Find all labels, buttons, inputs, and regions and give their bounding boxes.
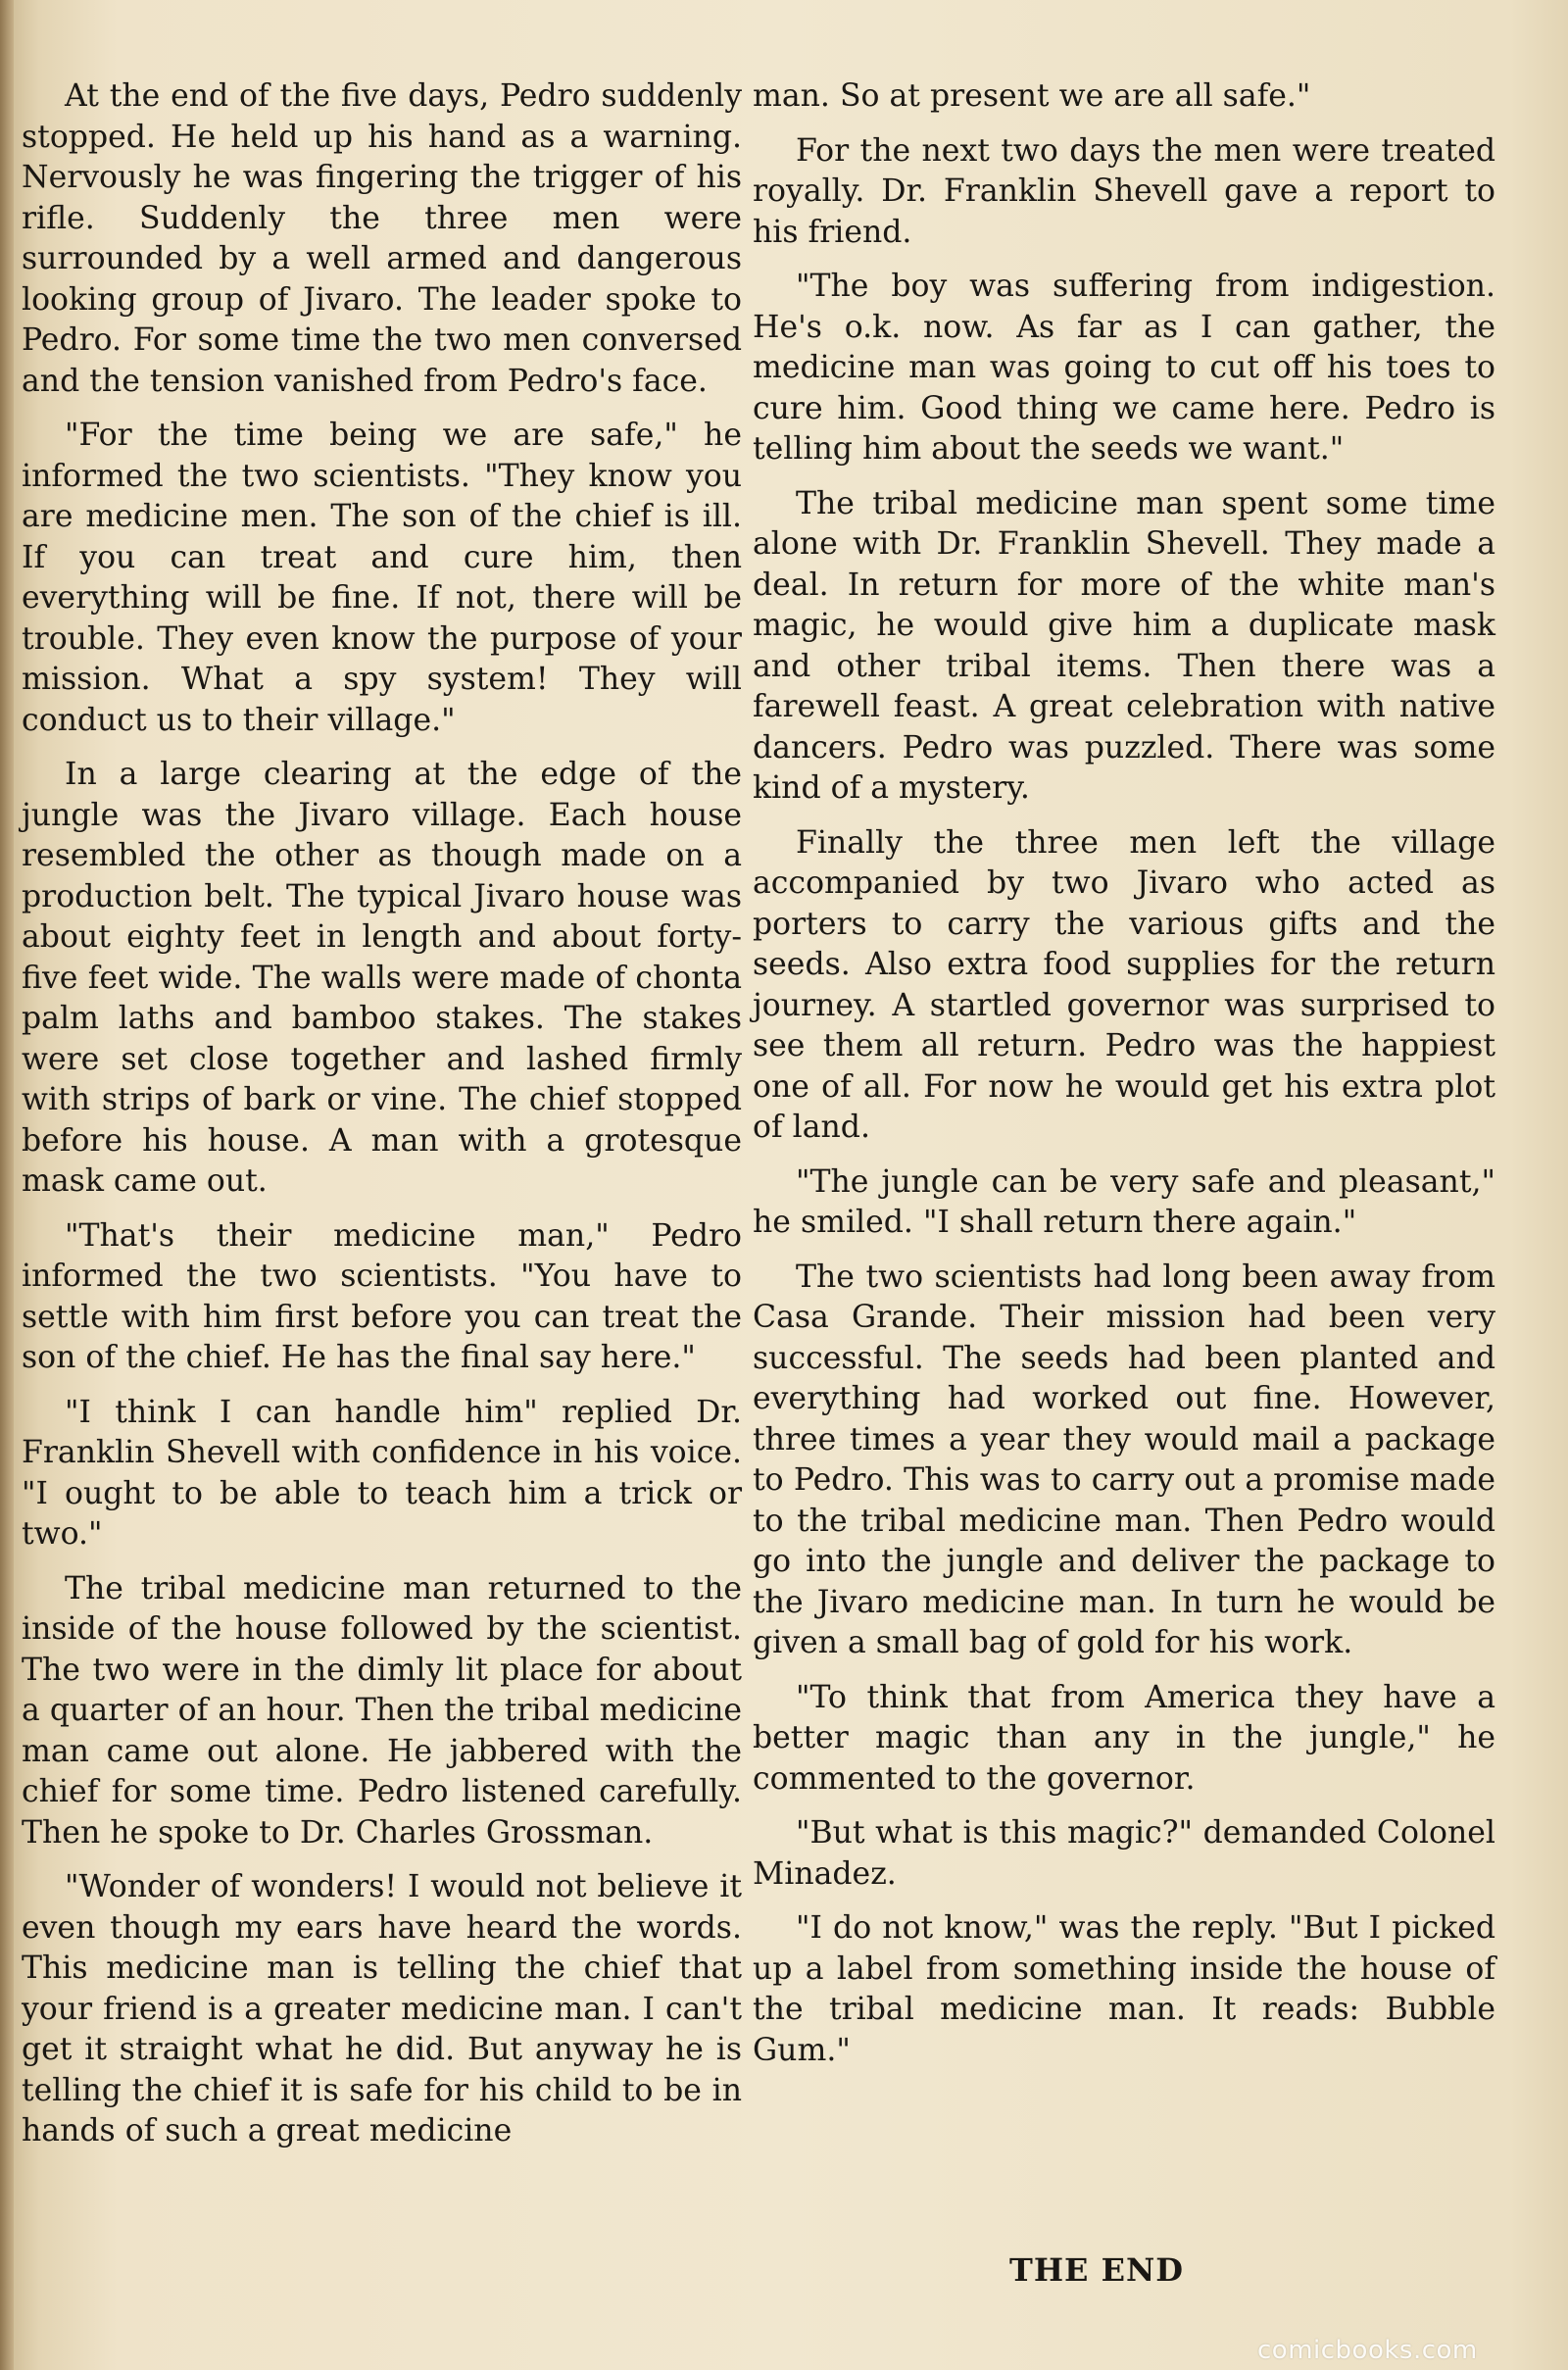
paragraph: Finally the three men left the village accompanied by two Jivaro who acted as porters to carry the various gifts and the seeds. Also extra food supplies for the return journey. A startled governor was surprised to see them all return. Pedro was the happiest one of all. For now he would get his extra plot of land. [753, 824, 1495, 1145]
paragraph: For the next two days the men were treated royally. Dr. Franklin Shevell gave a report to his friend. [753, 132, 1495, 250]
left-text-column [22, 76, 742, 2166]
right-text-column [753, 76, 1495, 2085]
the-end-label: THE END [1009, 2251, 1184, 2289]
page-binding-edge [0, 0, 14, 2370]
paragraph: man. So at present we are all safe." [753, 78, 1311, 114]
paragraph: "Wonder of wonders! I would not believe it even though my ears have heard the words. This medicine man is telling the chief that your friend is a greater medicine man. I can't get it straight what he did. But anyway he is telling the chief it is safe for his child to be in hands of such a great medicine [22, 1869, 742, 2148]
paragraph: At the end of the five days, Pedro suddenly stopped. He held up his hand as a warning. Nervously he was fingering the trigger of his rifle. Suddenly the three men were surrounded by a well armed and dangerous looking group of Jivaro. The leader spoke to Pedro. For some time the two men conversed and the tension vanished from Pedro's face. [22, 78, 742, 399]
watermark-text: comicbooks.com [1257, 2336, 1478, 2365]
paragraph: "I think I can handle him" replied Dr. Franklin Shevell with confidence in his voice. "I ought to be able to teach him a trick or two." [22, 1394, 742, 1552]
paragraph: The tribal medicine man spent some time alone with Dr. Franklin Shevell. They made a deal. In return for more of the white man's magic, he would give him a duplicate mask and other tribal items. Then there was a farewell feast. A great celebration with native dancers. Pedro was puzzled. There was some kind of a mystery. [753, 485, 1495, 806]
paragraph: The tribal medicine man returned to the inside of the house followed by the scientist. The two were in the dimly lit place for about a quarter of an hour. Then the tribal medicine man came out alone. He jabbered with the chief for some time. Pedro listened carefully. Then he spoke to Dr. Charles Grossman. [22, 1570, 742, 1851]
paragraph: "For the time being we are safe," he informed the two scientists. "They know you are medicine men. The son of the chief is ill. If you can treat and cure him, then everything will be fine. If not, there will be trouble. They even know the purpose of your mission. What a spy system! They will conduct us to their village." [22, 418, 742, 738]
paragraph: "The jungle can be very safe and pleasant," he smiled. "I shall return there again." [753, 1163, 1495, 1240]
paragraph: The two scientists had long been away from Casa Grande. Their mission had been very successful. The seeds had been planted and everything had worked out fine. However, three times a year they would mail a package to Pedro. This was to carry out a promise made to the tribal medicine man. Then Pedro would go into the jungle and deliver the package to the Jivaro medicine man. In turn he would be given a small bag of gold for his work. [753, 1259, 1495, 1660]
paragraph: "I do not know," was the reply. "But I picked up a label from something inside the house of the tribal medicine man. It reads: Bubble Gum." [753, 1910, 1495, 2068]
paragraph: "To think that from America they have a better magic than any in the jungle," he commented to the governor. [753, 1679, 1495, 1797]
paragraph: "That's their medicine man," Pedro informed the two scientists. "You have to settle with him first before you can treat the son of the chief. He has the final say here." [22, 1217, 742, 1375]
paragraph: In a large clearing at the edge of the jungle was the Jivaro village. Each house resembled the other as though made on a production belt. The typical Jivaro house was about eighty feet in length and about forty-five feet wide. The walls were made of chonta palm laths and bamboo stakes. The stakes were set close together and lashed firmly with strips of bark or vine. The chief stopped before his house. A man with a grotesque mask came out. [22, 757, 742, 1199]
paragraph: "But what is this magic?" demanded Colonel Minadez. [753, 1815, 1495, 1892]
paragraph: "The boy was suffering from indigestion. He's o.k. now. As far as I can gather, the medicine man was going to cut off his toes to cure him. Good thing we came here. Pedro is telling him about the seeds we want." [753, 269, 1495, 467]
